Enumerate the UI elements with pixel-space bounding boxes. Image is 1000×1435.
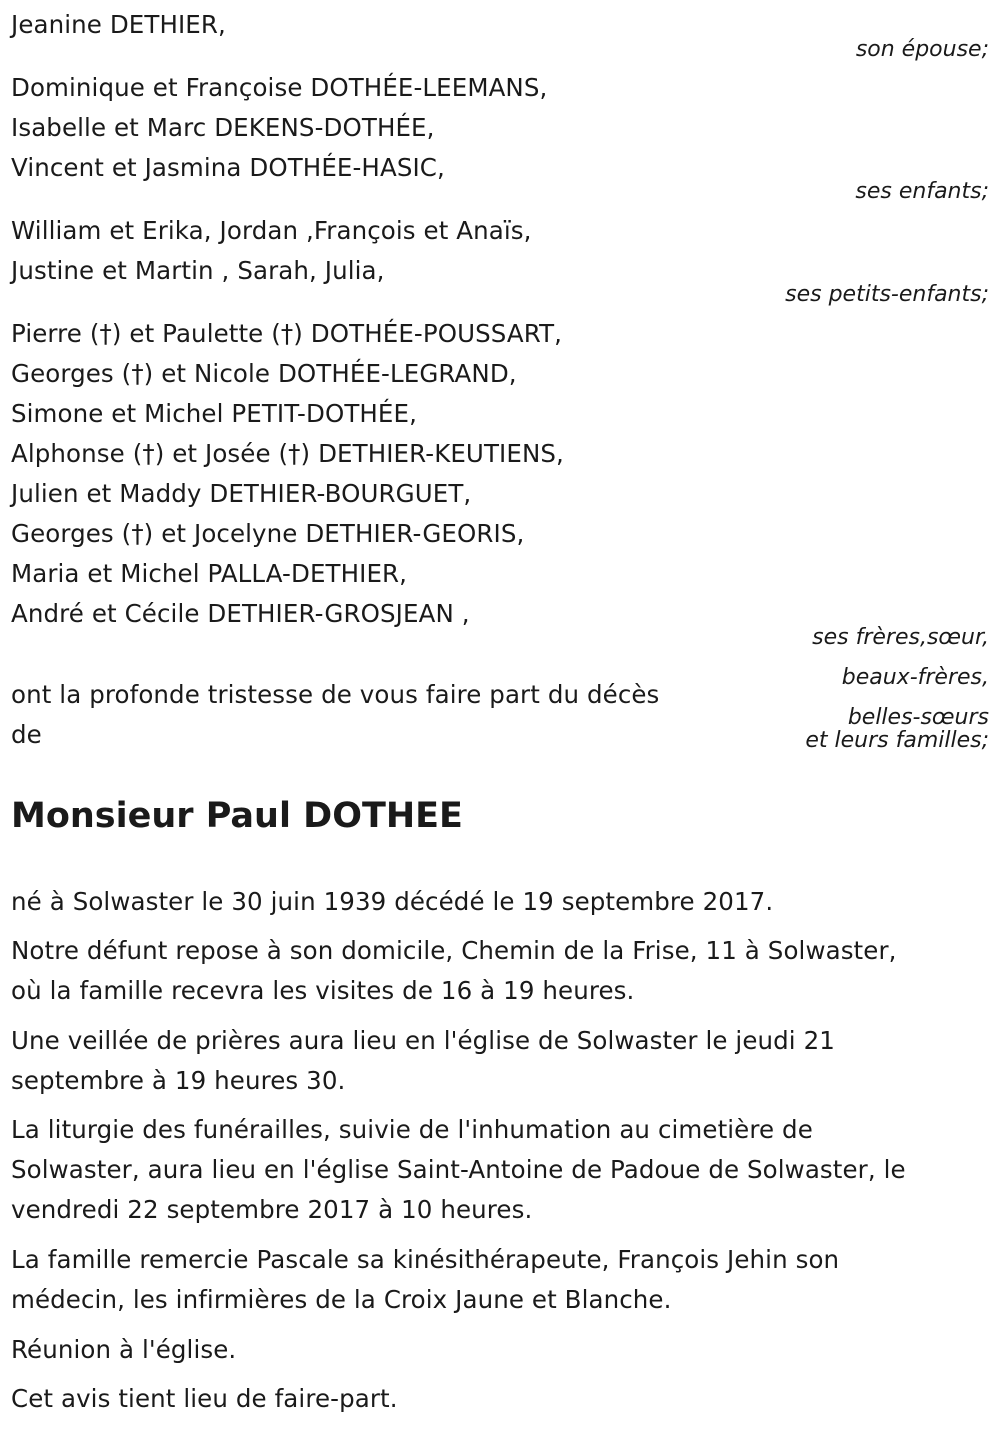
child-line: Vincent et Jasmina DOTHÉE-HASIC, (11, 153, 445, 182)
detail-line: Une veillée de prières aura lieu en l'église de Solwaster le jeudi 21 (11, 1026, 835, 1055)
detail-line: septembre à 19 heures 30. (11, 1066, 346, 1095)
sibling-line: Georges (†) et Nicole DOTHÉE-LEGRAND, (11, 359, 517, 388)
siblings-role: ses frères,sœur, (812, 625, 989, 650)
siblings-role: beaux-frères, (841, 665, 989, 690)
detail-line: Solwaster, aura lieu en l'église Saint-Antoine de Padoue de Solwaster, le (11, 1155, 906, 1184)
sibling-line: Georges (†) et Jocelyne DETHIER-GEORIS, (11, 519, 525, 548)
sibling-line: Julien et Maddy DETHIER-BOURGUET, (11, 479, 472, 508)
siblings-role: belles-sœurs (847, 705, 989, 730)
detail-line: Notre défunt repose à son domicile, Chemin de la Frise, 11 à Solwaster, (11, 936, 897, 965)
grandchild-line: Justine et Martin , Sarah, Julia, (11, 256, 385, 285)
grandchildren-role: ses petits-enfants; (785, 282, 989, 307)
grandchild-line: William et Erika, Jordan ,François et Anaïs, (11, 216, 532, 245)
announcement-line: ont la profonde tristesse de vous faire part du décès (11, 680, 660, 709)
detail-line: médecin, les infirmières de la Croix Jaune et Blanche. (11, 1285, 672, 1314)
detail-line: Réunion à l'église. (11, 1335, 237, 1364)
children-role: ses enfants; (855, 179, 989, 204)
detail-line: où la famille recevra les visites de 16 à 19 heures. (11, 976, 635, 1005)
sibling-line: Maria et Michel PALLA-DETHIER, (11, 559, 408, 588)
spouse-role: son épouse; (855, 37, 989, 62)
detail-line: Cet avis tient lieu de faire-part. (11, 1384, 398, 1413)
announcement-line: de (11, 720, 42, 749)
sibling-line: André et Cécile DETHIER-GROSJEAN , (11, 599, 470, 628)
child-line: Isabelle et Marc DEKENS-DOTHÉE, (11, 113, 435, 142)
spouse-name: Jeanine DETHIER, (11, 10, 226, 39)
siblings-role: et leurs familles; (805, 728, 989, 753)
sibling-line: Pierre (†) et Paulette (†) DOTHÉE-POUSSART, (11, 319, 563, 348)
detail-line: vendredi 22 septembre 2017 à 10 heures. (11, 1195, 533, 1224)
sibling-line: Simone et Michel PETIT-DOTHÉE, (11, 399, 417, 428)
detail-line: né à Solwaster le 30 juin 1939 décédé le 19 septembre 2017. (11, 887, 774, 916)
sibling-line: Alphonse (†) et Josée (†) DETHIER-KEUTIENS, (11, 439, 564, 468)
deceased-name: Monsieur Paul DOTHEE (11, 796, 463, 836)
child-line: Dominique et Françoise DOTHÉE-LEEMANS, (11, 73, 548, 102)
detail-line: La liturgie des funérailles, suivie de l'inhumation au cimetière de (11, 1115, 813, 1144)
detail-line: La famille remercie Pascale sa kinésithérapeute, François Jehin son (11, 1245, 840, 1274)
